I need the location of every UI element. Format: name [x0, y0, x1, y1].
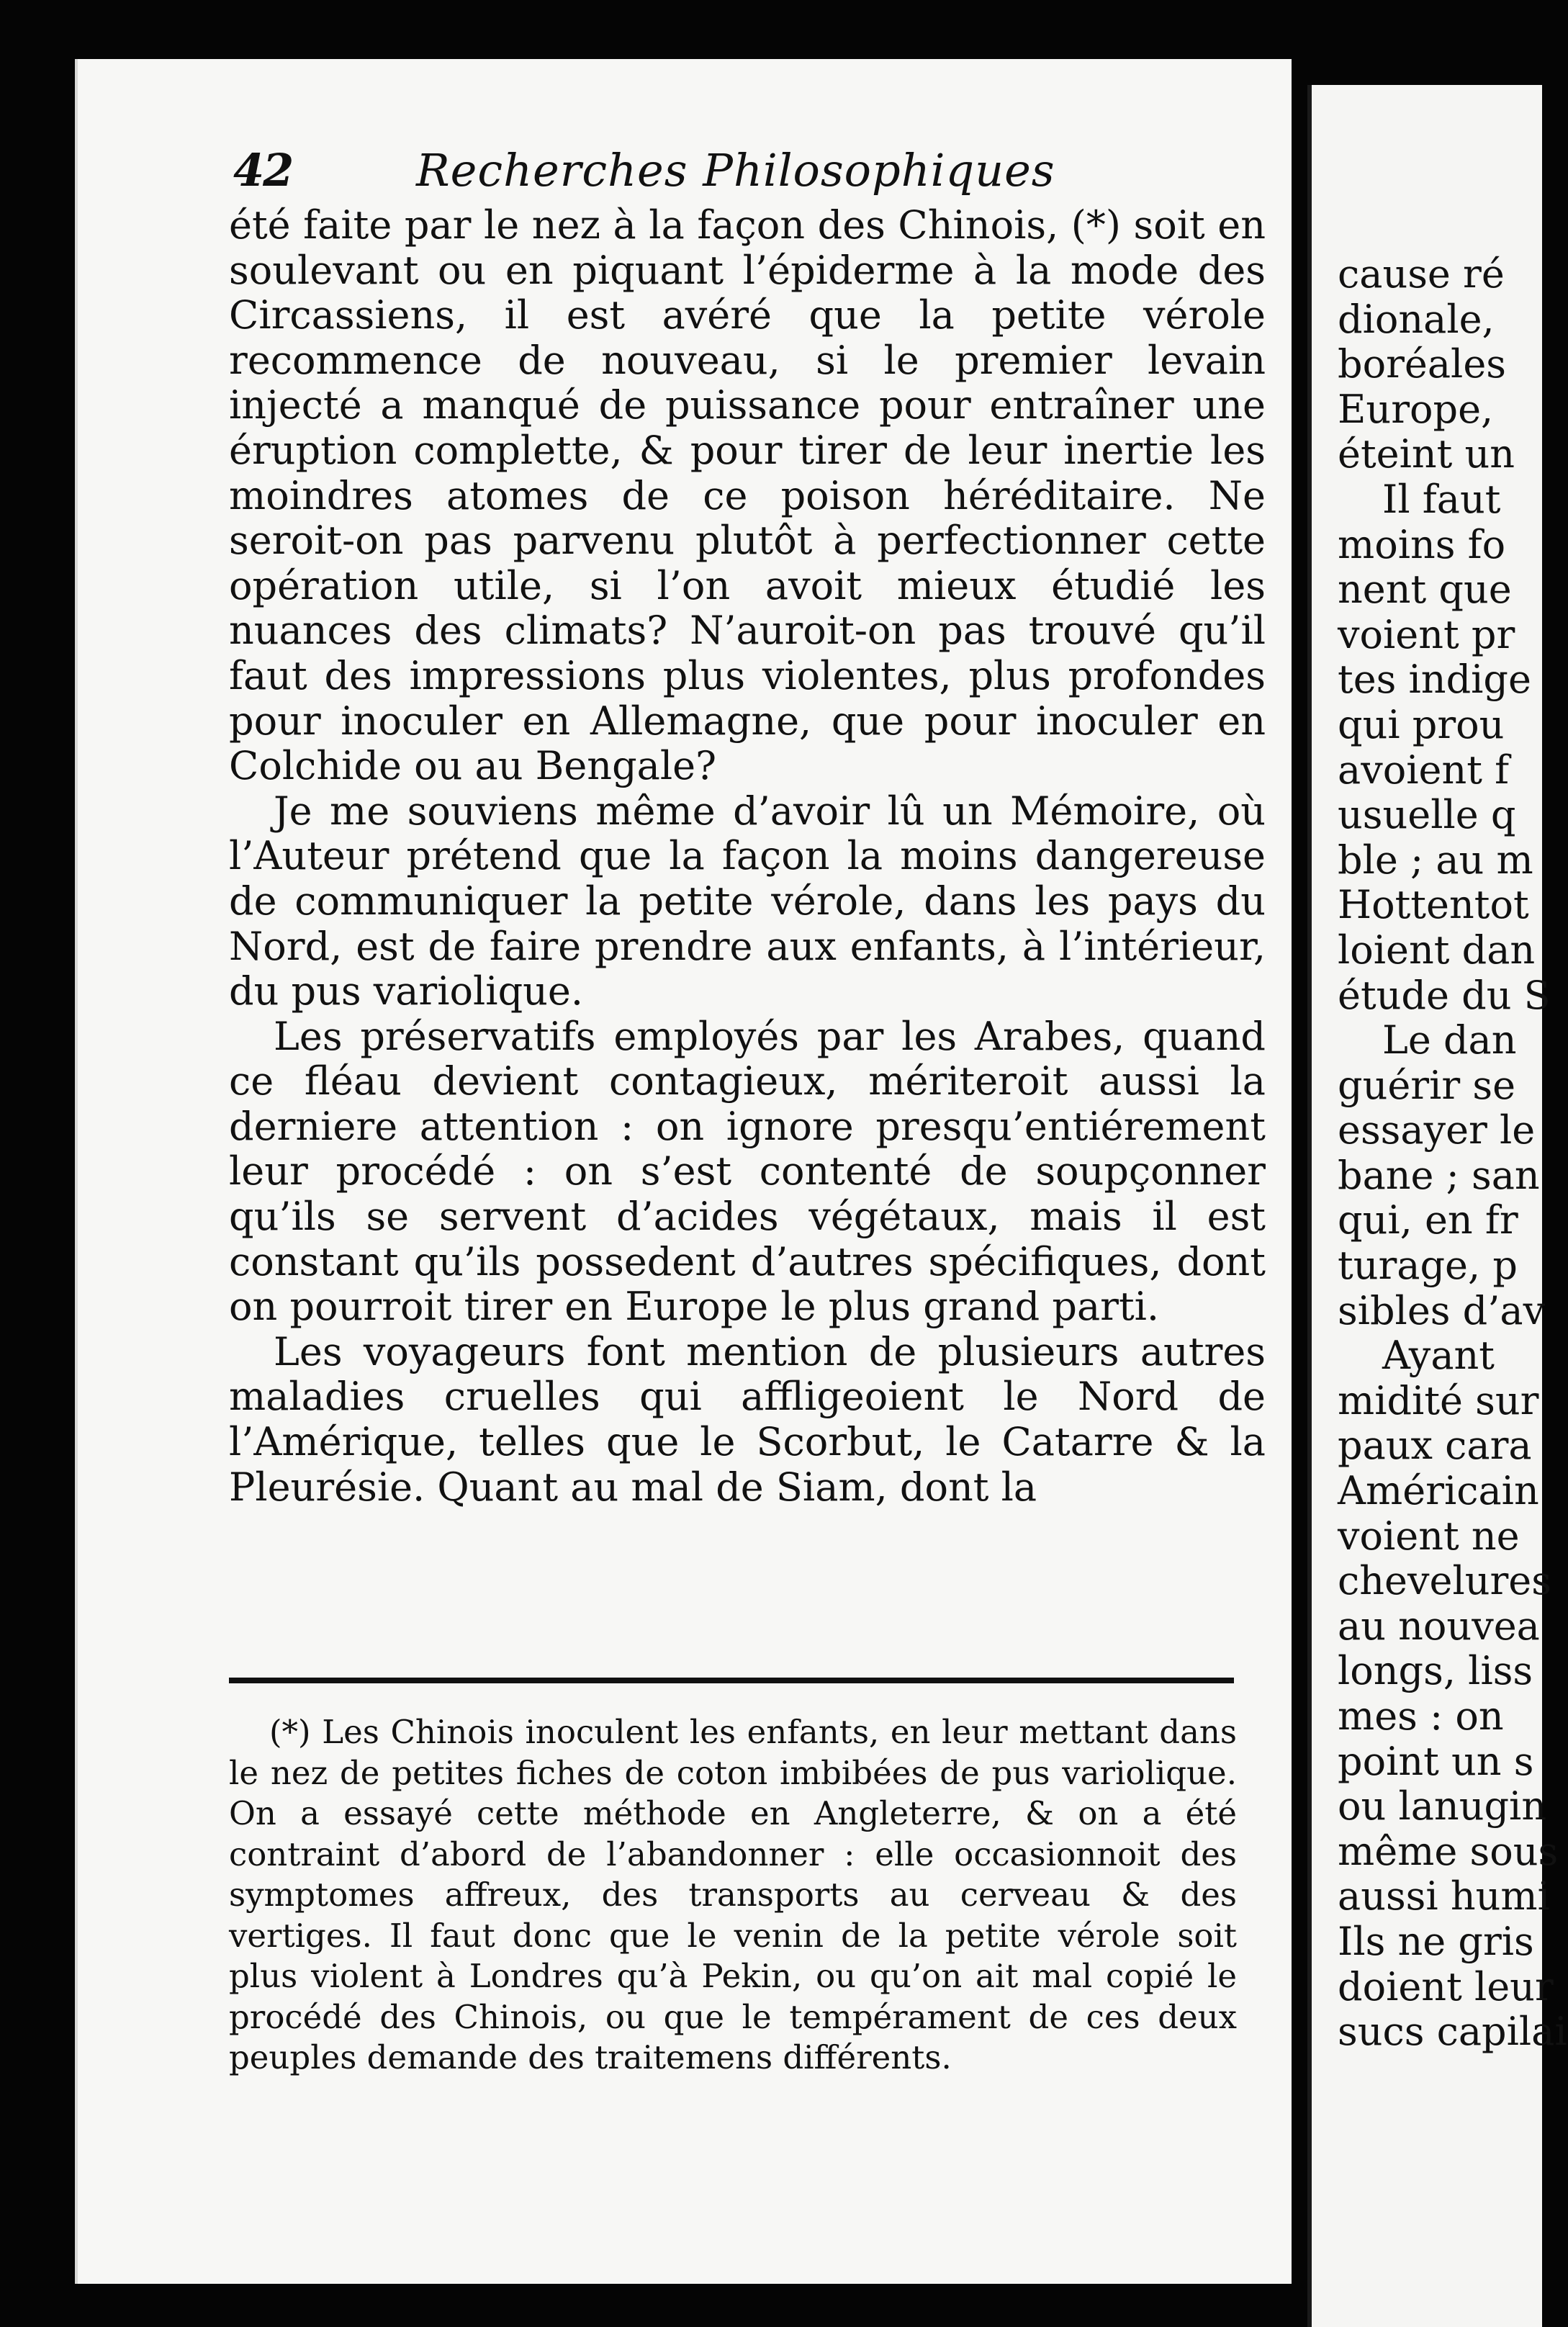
right-line: bane ; san	[1338, 1152, 1540, 1198]
right-line: turage, p	[1338, 1243, 1518, 1289]
right-line: voient pr	[1338, 611, 1515, 657]
paragraph-4: Les voyageurs font mention de plusieurs autres maladies cruelles qui affligeoient le Nord de l’Amérique, telles que le Scorbut, le Catarre & la Pleurésie. Quant au mal de Siam, dont la	[229, 1328, 1266, 1510]
right-line: Américain	[1338, 1468, 1539, 1514]
right-line: boréales	[1338, 341, 1506, 387]
right-line: paux cara	[1338, 1423, 1532, 1469]
main-text	[229, 203, 1266, 1510]
right-line: guérir se	[1338, 1062, 1516, 1108]
right-line: moins fo	[1338, 521, 1506, 567]
footnote	[229, 1712, 1237, 2079]
footnote-text: (*) Les Chinois inoculent les enfants, en leur mettant dans le nez de petites fiches de coton imbibées de pus variolique. On a essayé cette méthode en Angleterre, & on a été contraint d’abord de l’abandonner : elle occasionnoit des symptomes affreux, des transports au cerveau & des vertiges. Il faut donc que le venin de la petite vérole soit plus violent à Londres qu’à Pekin, ou qu’on ait mal copié le procédé des Chinois, ou que le tempérament de ces deux peuples demande des traitemens différents.	[229, 1713, 1237, 2076]
right-line: mes : on	[1338, 1693, 1504, 1739]
right-line: longs, liss	[1338, 1648, 1533, 1694]
right-line: sibles d’av	[1338, 1287, 1546, 1333]
page-number: 42	[233, 144, 293, 197]
right-line: étude du S	[1338, 972, 1551, 1018]
paragraph-3: Les préservatifs employés par les Arabes, quand ce fléau devient contagieux, mériteroit aussi la derniere attention : on ignore presqu’entiérement leur procédé : on s’est contenté de soupçonner qu’ils se servent d’acides végétaux, mais il est constant qu’ils possedent d’autres spécifiques, dont on pourroit tirer en Europe le plus grand parti.	[229, 1013, 1266, 1330]
right-line: éteint un	[1338, 431, 1515, 477]
right-line: usuelle q	[1338, 792, 1516, 838]
right-page	[1307, 85, 1567, 2327]
right-line: ble ; au m	[1338, 837, 1533, 883]
right-line: ou lanugin	[1338, 1783, 1547, 1829]
right-line: au nouvea	[1338, 1603, 1540, 1649]
right-line: essayer le	[1338, 1107, 1536, 1153]
right-line: Ils ne gris	[1338, 1918, 1534, 1964]
right-line: nent que	[1338, 567, 1512, 613]
running-title: Recherches Philosophiques	[416, 144, 1055, 197]
right-line: qui prou	[1338, 701, 1505, 747]
right-line: tes indige	[1338, 657, 1531, 703]
right-line: Hottentot	[1338, 882, 1529, 928]
right-line: sucs capilai	[1338, 2009, 1567, 2055]
right-line: même sous	[1338, 1828, 1559, 1874]
right-line: avoient f	[1338, 747, 1510, 793]
right-line: Ayant	[1382, 1333, 1495, 1379]
footnote-rule	[229, 1678, 1234, 1683]
right-page-text	[1338, 252, 1568, 2055]
right-line: qui, en fr	[1338, 1197, 1518, 1243]
right-line: aussi humi	[1338, 1873, 1550, 1919]
right-line: voient ne	[1338, 1513, 1520, 1559]
right-line: doient leur	[1338, 1963, 1554, 2009]
right-line: cause ré	[1338, 251, 1505, 297]
right-line: dionale,	[1338, 296, 1495, 342]
page-header	[229, 144, 1266, 202]
right-line: chevelures	[1338, 1558, 1551, 1604]
right-line: loient dan	[1338, 927, 1536, 973]
right-line: Le dan	[1382, 1017, 1517, 1063]
right-line: midité sur	[1338, 1377, 1539, 1423]
paragraph-2: Je me souviens même d’avoir lû un Mémoire, où l’Auteur prétend que la façon la moins dangereuse de communiquer la petite vérole, dans les pays du Nord, est de faire prendre aux enfants, à l’intérieur, du pus variolique.	[229, 788, 1266, 1014]
right-line: point un s	[1338, 1738, 1534, 1784]
right-line: Europe,	[1338, 386, 1494, 432]
paragraph-1: été faite par le nez à la façon des Chinois, (*) soit en soulevant ou en piquant l’épiderme à la mode des Circassiens, il est avéré que la petite vérole recommence de nouveau, si le premier levain injecté a manqué de puissance pour entraîner une éruption complette, & pour tirer de leur inertie les moindres atomes de ce poison héréditaire. Ne seroit-on pas parvenu plutôt à perfectionner cette opération utile, si l’on avoit mieux étudié les nuances des climats? N’auroit-on pas trouvé qu’il faut des impressions plus violentes, plus profondes pour inoculer en Allemagne, que pour inoculer en Colchide ou au Bengale?	[229, 202, 1266, 789]
right-line: Il faut	[1382, 476, 1501, 522]
